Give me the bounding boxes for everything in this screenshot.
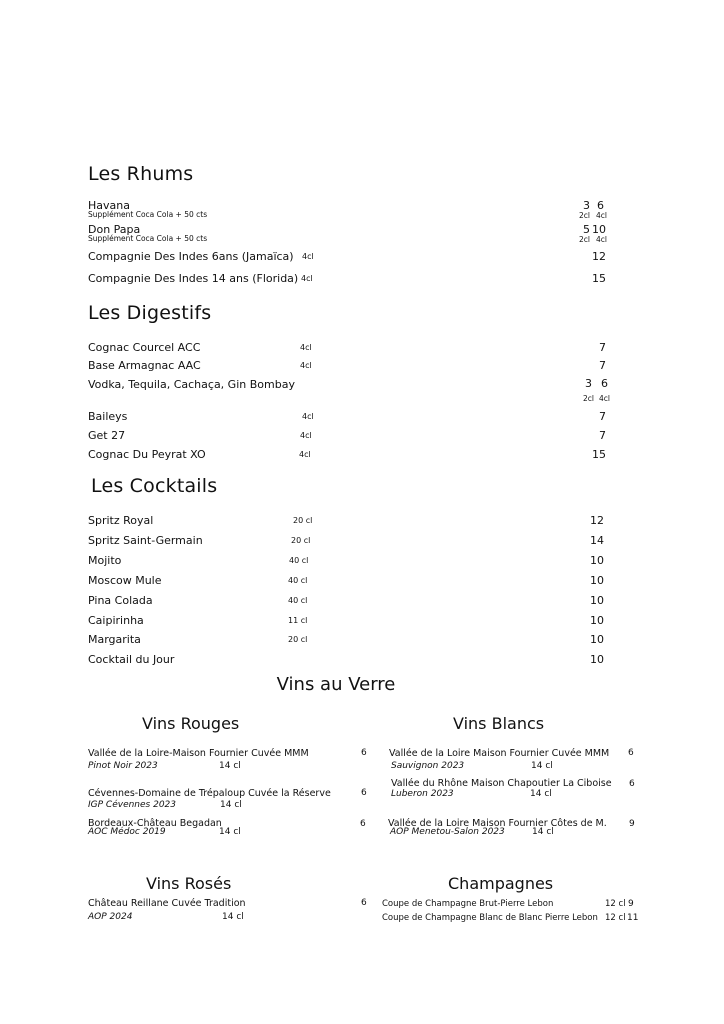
digestif-baileys-volume: 4cl — [302, 412, 314, 421]
rhum-havana-name: Havana — [88, 199, 130, 212]
rhum-havana-price-2cl: 3 — [583, 199, 590, 212]
cocktail-spritz-stgermain-price: 14 — [590, 534, 604, 547]
rouge-2-price: 6 — [361, 788, 367, 798]
rhum-cdi6-volume: 4cl — [302, 252, 314, 261]
cocktail-margarita-volume: 20 cl — [288, 635, 308, 644]
rhum-cdi6-price: 12 — [592, 250, 606, 263]
rouge-1-price: 6 — [361, 748, 367, 758]
cocktail-caipirinha-name: Caipirinha — [88, 614, 144, 627]
cocktail-spritz-royal-volume: 20 cl — [293, 516, 313, 525]
rouge-1-volume: 14 cl — [219, 761, 241, 771]
cocktails-title: Les Cocktails — [91, 475, 218, 497]
rouge-1-name: Vallée de la Loire-Maison Fournier Cuvée MMM — [88, 748, 309, 759]
rouge-2-name: Cévennes-Domaine de Trépaloup Cuvée la Réserve — [88, 788, 331, 799]
rouge-3-name: Bordeaux-Château Begadan — [88, 818, 222, 829]
rhum-havana-note: Supplément Coca Cola + 50 cts — [88, 210, 208, 219]
vins-rouges-title: Vins Rouges — [142, 714, 240, 733]
rhum-donpapa-note: Supplément Coca Cola + 50 cts — [88, 234, 208, 243]
rouge-1-appellation: Pinot Noir 2023 — [88, 761, 158, 771]
cocktail-spritz-stgermain-name: Spritz Saint-Germain — [88, 534, 203, 547]
blanc-3-name: Vallée de la Loire Maison Fournier Côtes de M. — [388, 818, 607, 829]
cocktail-spritz-royal-price: 12 — [590, 514, 604, 527]
rose-1-appellation: AOP 2024 — [88, 912, 133, 922]
rose-1-volume: 14 cl — [222, 912, 244, 922]
cocktail-spritz-stgermain-volume: 20 cl — [291, 536, 311, 545]
digestif-armagnac-volume: 4cl — [300, 361, 312, 370]
rouge-3-volume: 14 cl — [219, 827, 241, 837]
rhum-donpapa-price-4cl: 10 — [592, 223, 606, 236]
vins-blancs-title: Vins Blancs — [453, 714, 545, 733]
rouge-3-appellation: AOC Médoc 2019 — [88, 827, 166, 837]
rhum-cdi14-volume: 4cl — [301, 274, 313, 283]
vins-roses-title: Vins Rosés — [146, 874, 232, 893]
blanc-1-price: 6 — [628, 748, 634, 758]
cocktail-du-jour-price: 10 — [590, 653, 604, 666]
digestif-peyrat-price: 15 — [592, 448, 606, 461]
cocktail-moscow-mule-price: 10 — [590, 574, 604, 587]
digestif-baileys-price: 7 — [599, 410, 606, 423]
rhum-donpapa-unit-2cl: 2cl — [579, 235, 590, 244]
rouge-2-volume: 14 cl — [220, 800, 242, 810]
blanc-1-name: Vallée de la Loire Maison Fournier Cuvée MMM — [389, 748, 610, 759]
blanc-1-appellation: Sauvignon 2023 — [391, 761, 465, 771]
cocktail-mojito-volume: 40 cl — [289, 556, 309, 565]
champagne-brut-volume: 12 cl — [605, 899, 626, 909]
digestif-spirits-unit-2cl: 2cl — [583, 394, 594, 403]
cocktail-spritz-royal-name: Spritz Royal — [88, 514, 154, 527]
cocktail-pina-colada-name: Pina Colada — [88, 594, 153, 607]
blanc-2-appellation: Luberon 2023 — [391, 789, 454, 799]
blanc-1-volume: 14 cl — [531, 761, 553, 771]
rhum-cdi14-name: Compagnie Des Indes 14 ans (Florida) — [88, 272, 299, 285]
blanc-3-volume: 14 cl — [532, 827, 554, 837]
rhum-donpapa-price-2cl: 5 — [583, 223, 590, 236]
rhum-havana-price-4cl: 6 — [597, 199, 604, 212]
cocktail-mojito-price: 10 — [590, 554, 604, 567]
digestif-spirits-price-2cl: 3 — [585, 377, 592, 390]
champagne-brut-name: Coupe de Champagne Brut-Pierre Lebon — [382, 899, 554, 909]
blanc-2-volume: 14 cl — [530, 789, 552, 799]
digestif-courcel-volume: 4cl — [300, 343, 312, 352]
rhum-cdi6-name: Compagnie Des Indes 6ans (Jamaïca) — [88, 250, 294, 263]
digestif-spirits-unit-4cl: 4cl — [599, 394, 610, 403]
vins-title: Vins au Verre — [276, 674, 396, 695]
blanc-3-price: 9 — [629, 819, 635, 829]
digestifs-title: Les Digestifs — [88, 302, 212, 324]
champagne-bdb-price: 11 — [627, 913, 639, 923]
cocktail-caipirinha-volume: 11 cl — [288, 616, 308, 625]
digestif-armagnac-name: Base Armagnac AAC — [88, 359, 201, 372]
rhum-cdi14-price: 15 — [592, 272, 606, 285]
cocktail-moscow-mule-name: Moscow Mule — [88, 574, 162, 587]
digestif-peyrat-volume: 4cl — [299, 450, 311, 459]
champagne-brut-price: 9 — [628, 899, 634, 909]
cocktail-du-jour-name: Cocktail du Jour — [88, 653, 175, 666]
rouge-3-price: 6 — [360, 819, 366, 829]
blanc-2-price: 6 — [629, 779, 635, 789]
cocktail-pina-colada-volume: 40 cl — [288, 596, 308, 605]
digestif-peyrat-name: Cognac Du Peyrat XO — [88, 448, 206, 461]
cocktail-moscow-mule-volume: 40 cl — [288, 576, 308, 585]
rose-1-name: Château Reillane Cuvée Tradition — [88, 898, 246, 909]
rhum-donpapa-name: Don Papa — [88, 223, 141, 236]
champagne-bdb-name: Coupe de Champagne Blanc de Blanc Pierre Lebon — [382, 913, 598, 923]
digestif-spirits-name: Vodka, Tequila, Cachaça, Gin Bombay — [88, 378, 295, 391]
rhum-havana-unit-2cl: 2cl — [579, 211, 590, 220]
rose-1-price: 6 — [361, 898, 367, 908]
digestif-armagnac-price: 7 — [599, 359, 606, 372]
digestif-spirits-price-4cl: 6 — [601, 377, 608, 390]
cocktail-margarita-price: 10 — [590, 633, 604, 646]
cocktail-caipirinha-price: 10 — [590, 614, 604, 627]
digestif-get27-price: 7 — [599, 429, 606, 442]
rhums-title: Les Rhums — [88, 163, 194, 185]
champagnes-title: Champagnes — [448, 874, 554, 893]
digestif-courcel-name: Cognac Courcel ACC — [88, 341, 201, 354]
digestif-get27-name: Get 27 — [88, 429, 126, 442]
rouge-2-appellation: IGP Cévennes 2023 — [88, 800, 177, 810]
blanc-3-appellation: AOP Menetou-Salon 2023 — [390, 827, 505, 837]
champagne-bdb-volume: 12 cl — [605, 913, 626, 923]
cocktail-pina-colada-price: 10 — [590, 594, 604, 607]
blanc-2-name: Vallée du Rhône Maison Chapoutier La Ciboise — [391, 778, 612, 789]
digestif-courcel-price: 7 — [599, 341, 606, 354]
rhum-donpapa-unit-4cl: 4cl — [596, 235, 607, 244]
cocktail-mojito-name: Mojito — [88, 554, 122, 567]
digestif-get27-volume: 4cl — [300, 431, 312, 440]
rhum-havana-unit-4cl: 4cl — [596, 211, 607, 220]
cocktail-margarita-name: Margarita — [88, 633, 141, 646]
digestif-baileys-name: Baileys — [88, 410, 128, 423]
